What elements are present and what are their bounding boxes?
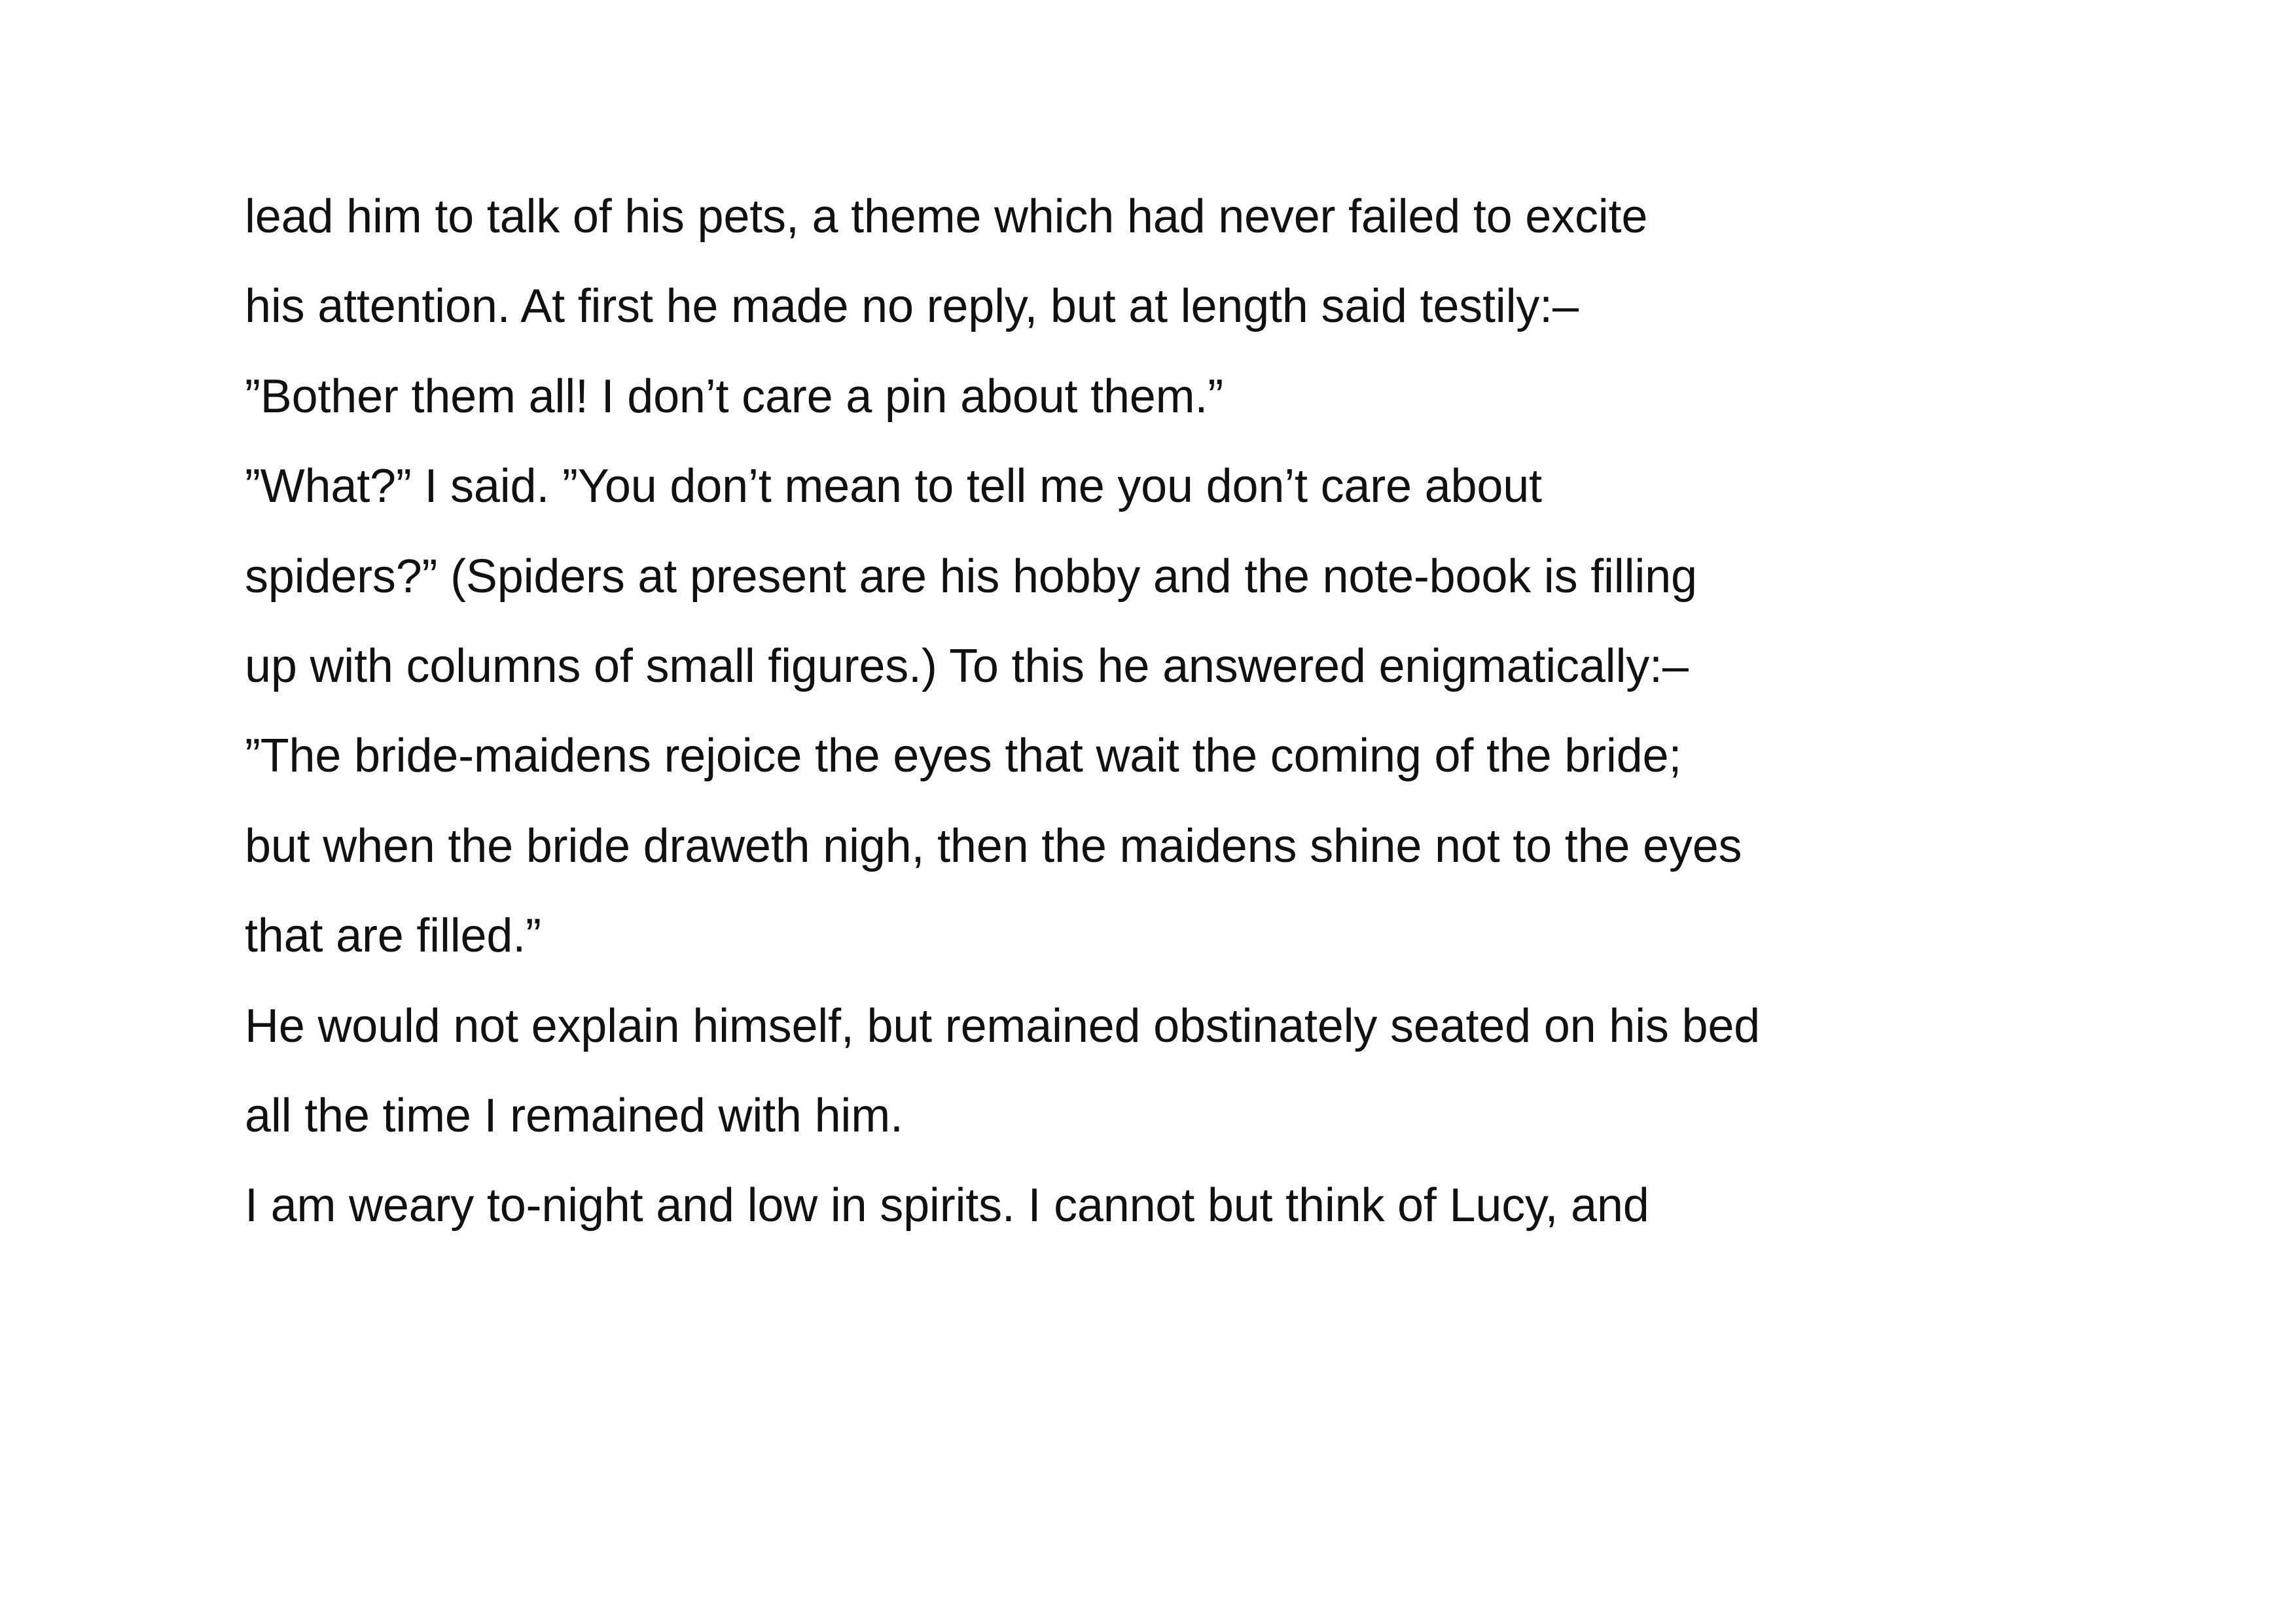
text-line: ”Bother them all! I don’t care a pin about them.” — [245, 370, 1223, 423]
text-line: his attention. At first he made no reply, but at length said testily:– — [245, 280, 1579, 333]
text-line: all the time I remained with him. — [245, 1089, 903, 1142]
text-line: ”The bride-maidens rejoice the eyes that wait the coming of the bride; — [245, 730, 1682, 783]
text-line: lead him to talk of his pets, a theme which had never failed to excite — [245, 190, 1648, 243]
text-line: ”What?” I said. ”You don’t mean to tell me you don’t care about — [245, 460, 1542, 513]
text-line: but when the bride draweth nigh, then the maidens shine not to the eyes — [245, 819, 1742, 872]
text-line: that are filled.” — [245, 910, 541, 963]
body-text — [245, 178, 2143, 1257]
text-line: I am weary to-night and low in spirits. I cannot but think of Lucy, and — [245, 1179, 1649, 1232]
text-line: spiders?” (Spiders at present are his hobby and the note-book is filling — [245, 550, 1697, 603]
text-line: up with columns of small figures.) To this he answered enigmatically:– — [245, 639, 1689, 692]
text-line: He would not explain himself, but remained obstinately seated on his bed — [245, 999, 1761, 1052]
